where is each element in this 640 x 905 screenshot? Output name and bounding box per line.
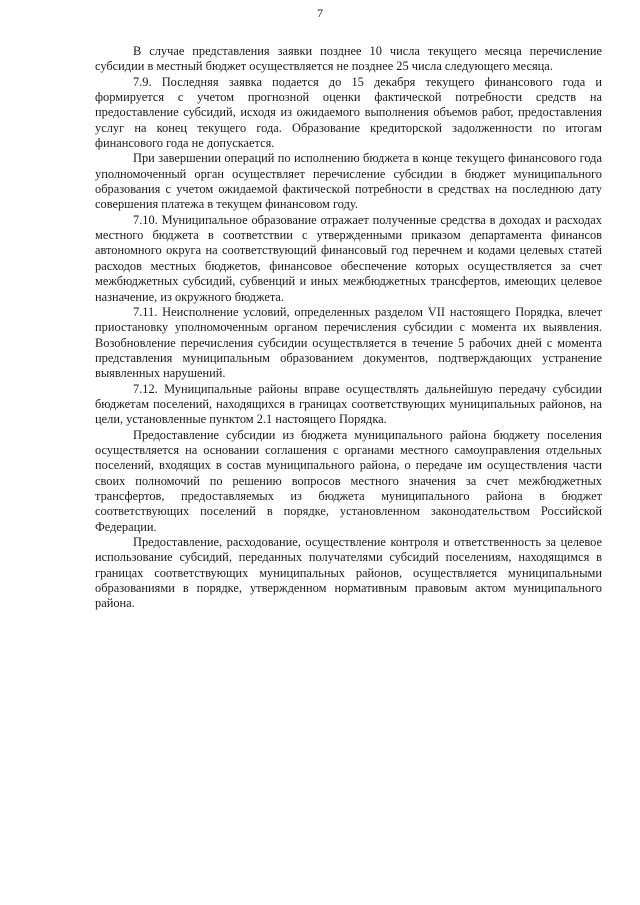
paragraph: 7.10. Муниципальное образование отражает полученные средства в доходах и расходах местного бюджета в соответствии с утвержденными приказом департамента финансов автономного округа на соответствующий финансовый год перечнем и кодами целевых статей расходов местных бюджетов, финансовое обеспечение которых осуществляется за счет межбюджетных субсидий, субвенций и иных межбюджетных трансфертов, имеющих целевое назначение, из окружного бюджета. [95, 212, 602, 304]
paragraph: При завершении операций по исполнению бюджета в конце текущего финансового года уполномоченный орган осуществляет перечисление субсидии в бюджет муниципального образования с учетом ожидаемой фактической потребности в средствах на последнюю дату совершения платежа в текущем финансовом году. [95, 151, 602, 212]
paragraph: 7.9. Последняя заявка подается до 15 декабря текущего финансового года и формируется с учетом прогнозной оценки фактической потребности средств на предоставление субсидий, исходя из ожидаемого выполнения объемов работ, предоставления услуг на конец текущего года. Образование кредиторской задолженности по итогам финансового года не допускается. [95, 74, 602, 151]
paragraph: Предоставление субсидии из бюджета муниципального района бюджету поселения осуществляется на основании соглашения с органами местного самоуправления отдельных поселений, входящих в состав муниципального района, о передаче им осуществления части своих полномочий по решению вопросов местного значения за счет межбюджетных трансфертов, предоставляемых из бюджета муниципального района в бюджет соответствующих поселений в порядке, установленном законодательством Российской Федерации. [95, 427, 602, 534]
paragraph: Предоставление, расходование, осуществление контроля и ответственность за целевое использование субсидий, переданных получателями субсидий поселениям, находящимся в границах соответствующих муниципальных районов, осуществляется муниципальными образованиями в порядке, утвержденном нормативным правовым актом муниципального района. [95, 535, 602, 611]
paragraph: 7.11. Неисполнение условий, определенных разделом VII настоящего Порядка, влечет приостановку уполномоченным органом перечисления субсидии с момента их выявления. Возобновление перечисления субсидии осуществляется в течение 5 рабочих дней с момента представления муниципальным образованием документов, подтверждающих устранение выявленных нарушений. [95, 304, 602, 381]
paragraph: 7.12. Муниципальные районы вправе осуществлять дальнейшую передачу субсидии бюджетам поселений, находящихся в границах соответствующих муниципальных районов, на цели, установленные пунктом 2.1 настоящего Порядка. [95, 381, 602, 427]
document-body [95, 44, 602, 612]
paragraph: В случае представления заявки позднее 10 числа текущего месяца перечисление субсидии в местный бюджет осуществляется не позднее 25 числа следующего месяца. [95, 44, 602, 74]
page-number: 7 [317, 6, 323, 20]
